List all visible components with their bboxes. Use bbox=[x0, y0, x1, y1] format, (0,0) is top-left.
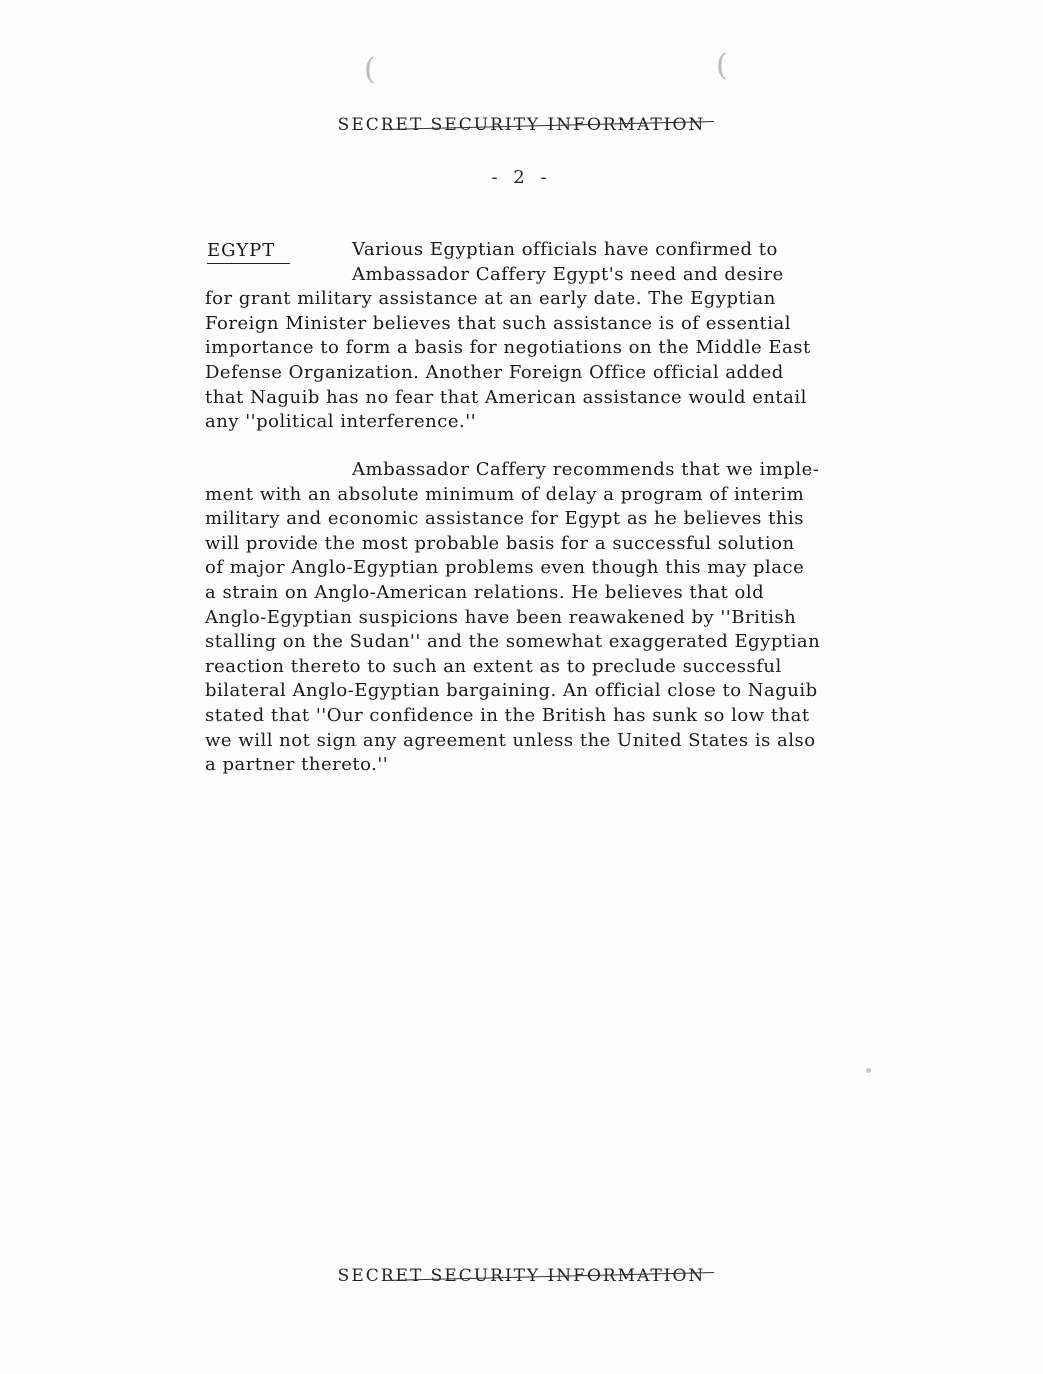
paragraph-line: ment with an absolute minimum of delay a program of interim bbox=[205, 483, 805, 505]
paragraph-line: bilateral Anglo-Egyptian bargaining. An official close to Naguib bbox=[205, 680, 818, 702]
classification-footer bbox=[0, 1266, 1043, 1286]
paragraph-line: reaction thereto to such an extent as to preclude successful bbox=[205, 655, 782, 677]
classification-header-text: SECRET SECURITY INFORMATION bbox=[337, 115, 706, 135]
paragraph-line: Various Egyptian officials have confirmed to bbox=[352, 239, 778, 260]
paragraph-line: a strain on Anglo-American relations. He believes that old bbox=[205, 581, 765, 603]
paragraph-line: that Naguib has no fear that American assistance would entail bbox=[205, 386, 807, 408]
paragraph-line: we will not sign any agreement unless the United States is also bbox=[205, 729, 816, 751]
binder-mark-left: ( bbox=[364, 52, 376, 87]
section-heading: EGYPT bbox=[207, 238, 290, 264]
paragraph-line: will provide the most probable basis for a successful solution bbox=[205, 532, 795, 554]
paragraph-egypt-officials bbox=[205, 238, 905, 435]
paragraph-line: stated that ''Our confidence in the British has sunk so low that bbox=[205, 704, 810, 726]
binder-mark-right: ( bbox=[716, 48, 728, 83]
paragraph-line: stalling on the Sudan'' and the somewhat exaggerated Egyptian bbox=[205, 631, 821, 653]
paragraph-line: for grant military assistance at an early date. The Egyptian bbox=[205, 288, 776, 310]
paragraph-line: any ''political interference.'' bbox=[205, 411, 477, 433]
paragraph-line: Defense Organization. Another Foreign Office official added bbox=[205, 361, 784, 383]
classification-header bbox=[0, 115, 1043, 135]
paragraph-line: military and economic assistance for Egypt as he believes this bbox=[205, 508, 804, 530]
classification-footer-text: SECRET SECURITY INFORMATION bbox=[337, 1266, 706, 1286]
paragraph-line: a partner thereto.'' bbox=[205, 754, 389, 776]
paragraph-line: Ambassador Caffery Egypt's need and desire bbox=[352, 263, 784, 285]
paragraph-caffery-recommendation bbox=[205, 458, 905, 778]
paragraph-line: Foreign Minister believes that such assistance is of essential bbox=[205, 312, 792, 334]
paragraph-line: Anglo-Egyptian suspicions have been reawakened by ''British bbox=[205, 606, 797, 628]
page-number: - 2 - bbox=[491, 167, 552, 188]
paragraph-line: importance to form a basis for negotiations on the Middle East bbox=[205, 337, 811, 359]
paragraph-line: Ambassador Caffery recommends that we imple- bbox=[352, 459, 820, 480]
paper-speck bbox=[866, 1068, 871, 1073]
paragraph-line: of major Anglo-Egyptian problems even though this may place bbox=[205, 557, 805, 579]
